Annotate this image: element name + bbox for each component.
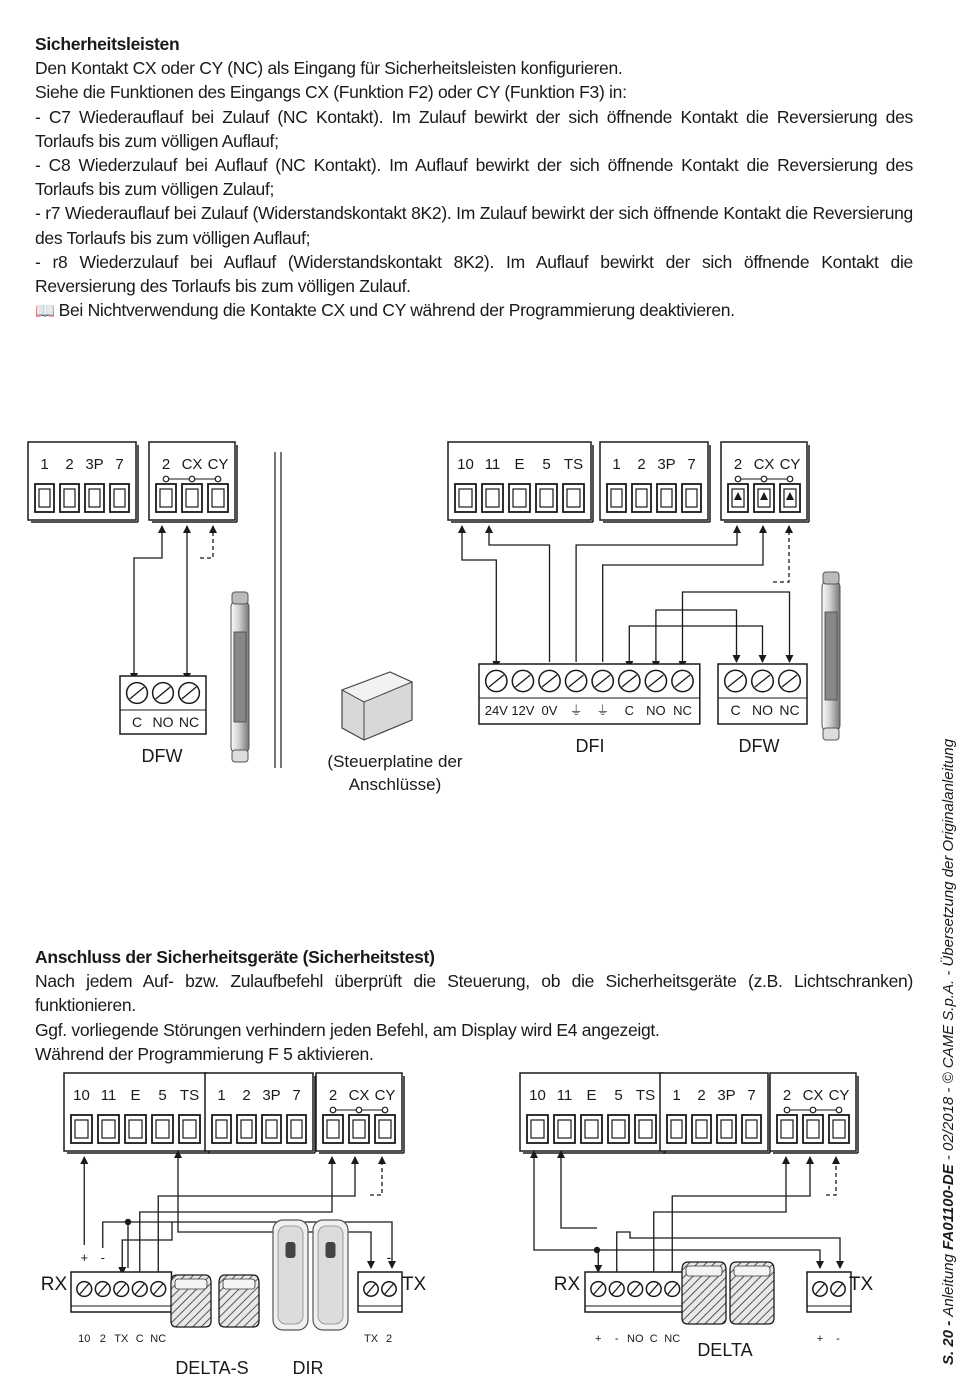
module-caption: (Steuerplatine der [327,752,463,771]
tx-terminal-label: 2 [385,1333,393,1345]
terminal-label: 1 [612,456,621,473]
terminal-label: CY [374,1087,396,1104]
terminal-dot [163,476,169,482]
delta-s-label: DELTA-S [175,1358,249,1377]
terminal-slot [179,1115,200,1143]
wire-minus-to-tx [617,1232,840,1272]
tx-terminal-label: + [816,1333,824,1345]
terminal-label: NC [178,714,200,730]
terminal-label: 12V [511,703,535,718]
diagram3-block-1-2-3p-7 [205,1073,315,1153]
terminal-slot [742,1115,761,1143]
wire-dfi-no-to-dfw-c [656,610,737,662]
dfw-terminal-left [120,676,206,734]
terminal-label: TS [179,1087,200,1104]
terminal-label: 11 [484,456,501,473]
rx-terminal [71,1272,172,1312]
safety-edges-paragraph: Den Kontakt CX oder CY (NC) als Eingang für Sicherheitsleisten konfigurieren. [35,58,623,79]
terminal-slot [208,484,228,512]
dir-inner [318,1226,343,1324]
control-board-module [342,672,412,740]
wire-to-tx-2 [128,1222,392,1268]
terminal-label: 1 [40,456,49,473]
tx-terminal-label: - [836,1333,840,1345]
delta-photocell [730,1262,774,1324]
safety-test-paragraph: Nach jedem Auf- bzw. Zulaufbefehl überprüft die Steuerung, ob die Sicherheitsgeräte (z.B. Lichtschranken) funktionieren. [35,971,913,1016]
terminal-label: 11 [100,1087,117,1104]
edge-cap [232,750,248,762]
terminal-slot [608,1115,629,1143]
tx-label: TX [848,1274,874,1295]
terminal-dot [356,1107,362,1113]
terminal-label: C [624,703,634,718]
terminal-slot [563,484,584,512]
delta-s-photocell [171,1275,211,1327]
terminal-slot [152,1115,173,1143]
safety-edges-paragraph: - r8 Wiederzulauf bei Auflauf (Widerstandskontakt 8K2). Im Auflauf bewirkt der sich öffnende Kontakt die Reversierung des Torlaufs bis zum völligen Zulauf. [35,251,913,297]
terminal-slot [323,1115,343,1143]
terminal-slot [692,1115,711,1143]
rx-terminal-label: TX [114,1333,129,1345]
rx-label: RX [553,1274,581,1295]
delta-label: DELTA [697,1340,753,1360]
tx-terminal [807,1272,851,1312]
rx-terminal-label: - [614,1333,619,1345]
dfw-label-left: DFW [141,746,183,766]
terminal-label: 2 [637,456,646,473]
terminal-label: 10 [529,1087,546,1104]
terminal-label: C [730,702,741,718]
diagram2-block-1-2-3p-7 [600,442,710,522]
terminal-slot [682,484,701,512]
terminal-label: 7 [687,456,696,473]
terminal-slot [349,1115,369,1143]
safety-edge-profile [231,592,249,762]
terminal-slot [581,1115,602,1143]
rx-terminal-label: + [595,1333,602,1345]
wire-rx-tx [122,1222,172,1268]
manual-code: FA01100-DE [940,1164,957,1250]
terminal-label: CX [348,1087,370,1104]
terminal-slot [262,1115,281,1143]
dfw-terminal-right [718,664,807,724]
book-icon: 📖 [35,303,55,321]
safety-edges-paragraph: - r7 Wiederauflauf bei Zulauf (Widerstandskontakt 8K2). Im Zulauf bewirkt der sich öffnende Kontakt die Reversierung des Torlaufs bis zum völligen Auflauf; [35,203,913,248]
terminal-slot [657,484,676,512]
terminal-slot [527,1115,548,1143]
terminal-label: 5 [614,1087,623,1104]
diagram4-block-1-2-3p-7 [660,1073,770,1153]
safety-edges-heading: Sicherheitsleisten [35,34,180,54]
dir-lens [286,1242,296,1258]
terminal-label: 2 [782,1087,792,1104]
safety-edge-profile [822,572,840,740]
terminal-slot [717,1115,736,1143]
terminal-slot [667,1115,686,1143]
terminal-slot [125,1115,146,1143]
rx-terminal-label: NC [150,1333,167,1345]
terminal-slot [182,484,202,512]
safety-edges-paragraph: Siehe die Funktionen des Eingangs CX (Funktion F2) oder CY (Funktion F3) in: [35,82,627,103]
terminal-label: 2 [733,456,743,473]
terminal-slot [60,484,79,512]
dfi-terminal [479,664,700,724]
terminal-label: E [130,1087,141,1104]
terminal-label: E [586,1087,597,1104]
diagram2-block-10-11-e-5-ts [448,442,593,522]
safety-edges-paragraph: - C8 Wiederzulauf bei Auflauf (NC Kontakt). Im Auflauf bewirkt der sich öffnende Kontakt die Reversierung des Torlaufs bis zum völligen Zulauf; [35,155,913,200]
terminal-slot [803,1115,823,1143]
diagram4-block-10-11-e-5-ts [520,1073,665,1153]
terminal-slot [85,484,104,512]
terminal-label: CX [181,456,203,473]
terminal-slot [375,1115,395,1143]
edge-core [234,632,246,722]
terminal-label: 3P [717,1087,736,1104]
wire-rx-nc-to-cx [672,1157,810,1272]
terminal-label: ⏚ [596,703,610,718]
manual-label: Anleitung [940,1249,957,1317]
terminal-dot [784,1107,790,1113]
terminal-label: 7 [115,456,124,473]
dir-photocell [313,1220,348,1330]
rx-terminal [585,1272,686,1312]
terminal-dot [810,1107,816,1113]
photocell-top [223,1279,255,1289]
terminal-slot [455,484,476,512]
terminal-slot [212,1115,231,1143]
wire-dashed-cy [826,1157,836,1195]
terminal-label: TS [635,1087,656,1104]
terminal-label: NO [646,703,666,718]
module-caption: Anschlüsse) [348,775,442,794]
terminal-label: 5 [542,456,551,473]
terminal-label: NC [673,703,692,718]
terminal-slot [110,484,129,512]
wire-dashed-cy [773,526,789,582]
wire-24v-to-10 [462,526,496,662]
terminal-slot [829,1115,849,1143]
terminal-slot [777,1115,797,1143]
page-footer-sidebar [940,739,957,1365]
terminal-slot [71,1115,92,1143]
page-number: S. 20 - [940,1316,957,1365]
terminal-dot [761,476,767,482]
terminal-dot [189,476,195,482]
terminal-label: 2 [65,456,74,473]
terminal-slot [35,484,54,512]
terminal-dot [215,476,221,482]
photocell-top [734,1266,770,1276]
terminal-label: 3P [657,456,676,473]
safety-test-paragraph: Während der Programmierung F 5 aktivieren. [35,1043,374,1064]
terminal-label: CY [207,456,229,473]
terminal-dot [735,476,741,482]
terminal-slot [607,484,626,512]
terminal-label: 3P [262,1087,281,1104]
terminal-label: 1 [672,1087,681,1104]
terminal-label: 0V [541,703,558,718]
terminal-label: NO [752,702,773,718]
edge-core [825,612,837,700]
terminal-label: CY [828,1087,850,1104]
diagram1-block-2-cx-cy [149,442,237,522]
dir-label: DIR [292,1358,324,1377]
terminal-dot [836,1107,842,1113]
wire-rx-minus-loop [100,1222,128,1268]
delta-s-photocell [219,1275,259,1327]
wire-10-to-rx-plus [534,1157,598,1272]
terminal-dot [330,1107,336,1113]
terminal-label: 10 [457,456,474,473]
diagram4-block-2-cx-cy [770,1073,858,1153]
diagram3-block-2-cx-cy [316,1073,404,1153]
dfw-label-right: DFW [738,736,780,756]
terminal-label: ⏚ [569,703,583,718]
tx-polarity-minus: - [386,1249,392,1265]
edge-cap [232,592,248,604]
terminal-label: CX [802,1087,824,1104]
terminal-label: NC [779,702,800,718]
photocell-top [175,1279,207,1289]
delta-photocell [682,1262,726,1324]
terminal-slot [156,484,176,512]
tx-terminal-label: TX [363,1333,379,1345]
terminal-label: C [131,714,143,730]
terminal-blocks [28,442,858,1153]
terminal-label: 2 [242,1087,251,1104]
terminal-label: NO [152,714,174,730]
dir-lens [326,1242,336,1258]
wire-dashed-cy [370,1157,382,1195]
diagram3-block-10-11-e-5-ts [64,1073,209,1153]
terminal-dot [382,1107,388,1113]
terminal-label: CX [753,456,775,473]
wire-dfw-c-to-2 [134,526,162,674]
tx-terminal [358,1272,402,1312]
rx-terminal-label: C [135,1333,144,1345]
wire-dfi-c-to-dfw-no [629,626,762,662]
terminal-slot [482,484,503,512]
edge-cap [823,728,839,740]
diagram1-block-1-2-3p-7 [28,442,138,522]
dir-inner [278,1226,303,1324]
terminal-label: 11 [556,1087,573,1104]
wire-0v-to-11 [489,526,550,662]
rx-terminal-label: C [649,1333,658,1345]
terminal-label: 5 [158,1087,167,1104]
terminal-slot [237,1115,256,1143]
terminal-label: 3P [85,456,104,473]
terminal-label: 7 [747,1087,756,1104]
safety-edges-note-text: Bei Nichtverwendung die Kontakte CX und CY während der Programmierung deaktivieren. [58,300,735,321]
safety-edges-paragraph: - C7 Wiederauflauf bei Zulauf (NC Kontakt). Im Zulauf bewirkt der sich öffnende Kontakt die Reversierung des Torlaufs bis zum völligen Auflauf; [35,106,913,151]
terminal-label: E [514,456,525,473]
polarity-minus: - [100,1250,105,1265]
devices [71,572,851,1330]
rx-terminal-label: 2 [99,1333,106,1345]
polarity-plus: + [80,1250,89,1265]
dir-photocell [273,1220,308,1330]
terminal-label: 7 [292,1087,301,1104]
edge-cap [823,572,839,584]
wire-11-junction [561,1157,597,1228]
copyright-text: - 02/2018 - © CAME S.p.A. - Übersetzung der Originalanleitung [940,738,957,1165]
rx-terminal-label: 10 [78,1333,91,1345]
terminal-label: 24V [484,703,508,718]
junction-dot [125,1219,131,1225]
wire-rx-c-to-2 [654,1157,786,1272]
terminal-label: 2 [697,1087,706,1104]
terminal-label: CY [779,456,801,473]
rx-label: RX [40,1274,68,1295]
wires [84,526,840,1272]
rx-terminal-label: NO [627,1333,644,1345]
photocell-top [686,1266,722,1276]
terminal-slot [632,484,651,512]
terminal-slot [536,484,557,512]
rx-terminal-label: NC [664,1333,681,1345]
terminal-slot [287,1115,306,1143]
terminal-dot [787,476,793,482]
terminal-label: 1 [217,1087,226,1104]
diagram2-block-2-cx-cy [721,442,809,522]
safety-test-heading: Anschluss der Sicherheitsgeräte (Sicherheitstest) [35,947,435,967]
terminal-label: 2 [161,456,171,473]
safety-test-paragraph: Ggf. vorliegende Störungen verhindern jeden Befehl, am Display wird E4 angezeigt. [35,1019,660,1040]
terminal-label: TS [563,456,584,473]
terminal-slot [554,1115,575,1143]
terminal-slot [98,1115,119,1143]
terminal-label: 2 [328,1087,338,1104]
tx-label: TX [401,1274,427,1295]
wire-dashed-cy [200,526,213,558]
terminal-slot [635,1115,656,1143]
terminal-label: 10 [73,1087,90,1104]
dfi-label: DFI [575,736,605,756]
terminal-slot [509,484,530,512]
